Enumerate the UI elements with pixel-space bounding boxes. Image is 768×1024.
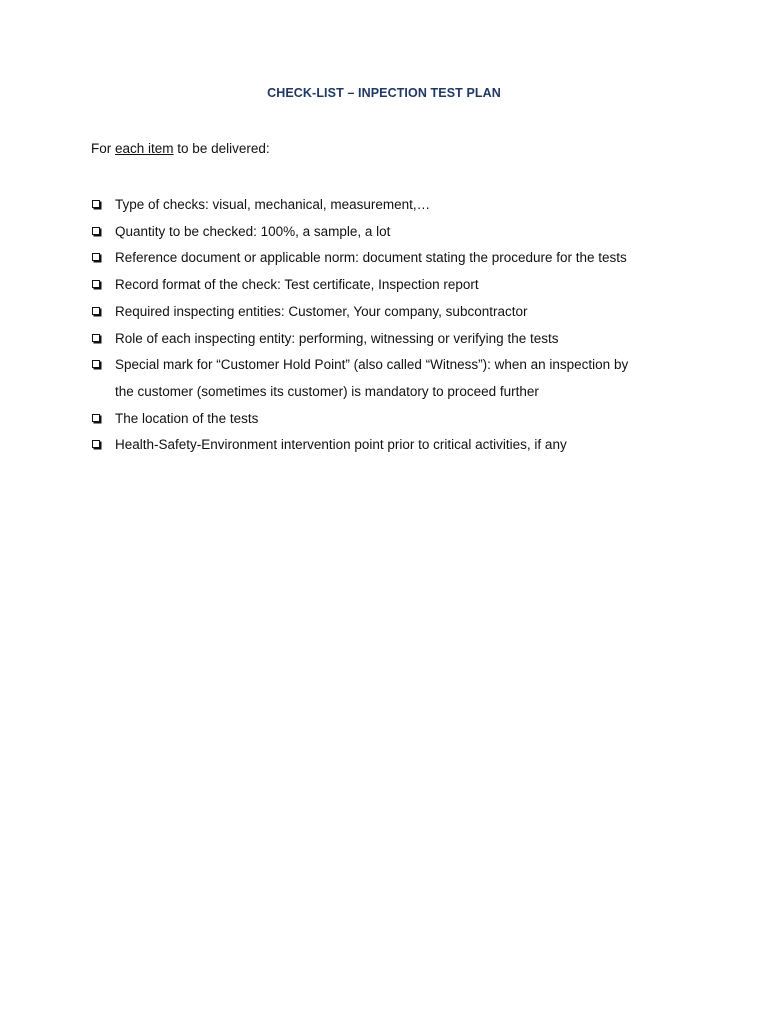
checklist-item-continuation (91, 379, 691, 406)
checklist-item-text: Health-Safety-Environment intervention point prior to critical activities, if any (115, 437, 567, 453)
checklist-item-text: The location of the tests (115, 410, 259, 426)
checkbox-icon (92, 280, 100, 288)
checklist-item (91, 326, 691, 353)
checklist-item (91, 352, 691, 379)
checkbox-icon (92, 360, 100, 368)
checklist-item-text: Special mark for “Customer Hold Point” (also called “Witness”): when an inspection by (115, 357, 629, 373)
checklist-item-text: Record format of the check: Test certificate, Inspection report (115, 277, 479, 293)
checklist-item-text: Quantity to be checked: 100%, a sample, a lot (115, 223, 391, 239)
checklist-item-text: Type of checks: visual, mechanical, measurement,… (115, 197, 431, 212)
checklist-item-text: Required inspecting entities: Customer, Your company, subcontractor (115, 303, 528, 319)
checkbox-icon (92, 334, 100, 342)
intro-line (91, 140, 270, 158)
checklist-item (91, 406, 691, 433)
checklist-item (91, 272, 691, 299)
intro-underlined: each item (115, 141, 174, 156)
checklist-item (91, 299, 691, 326)
checkbox-icon (92, 307, 100, 315)
checkbox-icon (92, 440, 100, 448)
checklist-item (91, 245, 691, 272)
checklist-item (91, 192, 691, 219)
checklist-item (91, 219, 691, 246)
checklist (91, 192, 691, 459)
document-title: CHECK-LIST – INPECTION TEST PLAN (267, 86, 501, 100)
checklist-item-text: the customer (sometimes its customer) is mandatory to proceed further (115, 383, 539, 399)
checkbox-icon (92, 253, 100, 261)
checkbox-icon (92, 414, 100, 422)
checklist-item-text: Reference document or applicable norm: document stating the procedure for the tests (115, 250, 627, 266)
checkbox-icon (92, 200, 100, 208)
checklist-item-text: Role of each inspecting entity: performing, witnessing or verifying the tests (115, 330, 559, 346)
intro-before: For (91, 141, 116, 156)
checklist-item (91, 432, 691, 459)
intro-after: to be delivered: (173, 141, 270, 156)
checkbox-icon (92, 227, 100, 235)
